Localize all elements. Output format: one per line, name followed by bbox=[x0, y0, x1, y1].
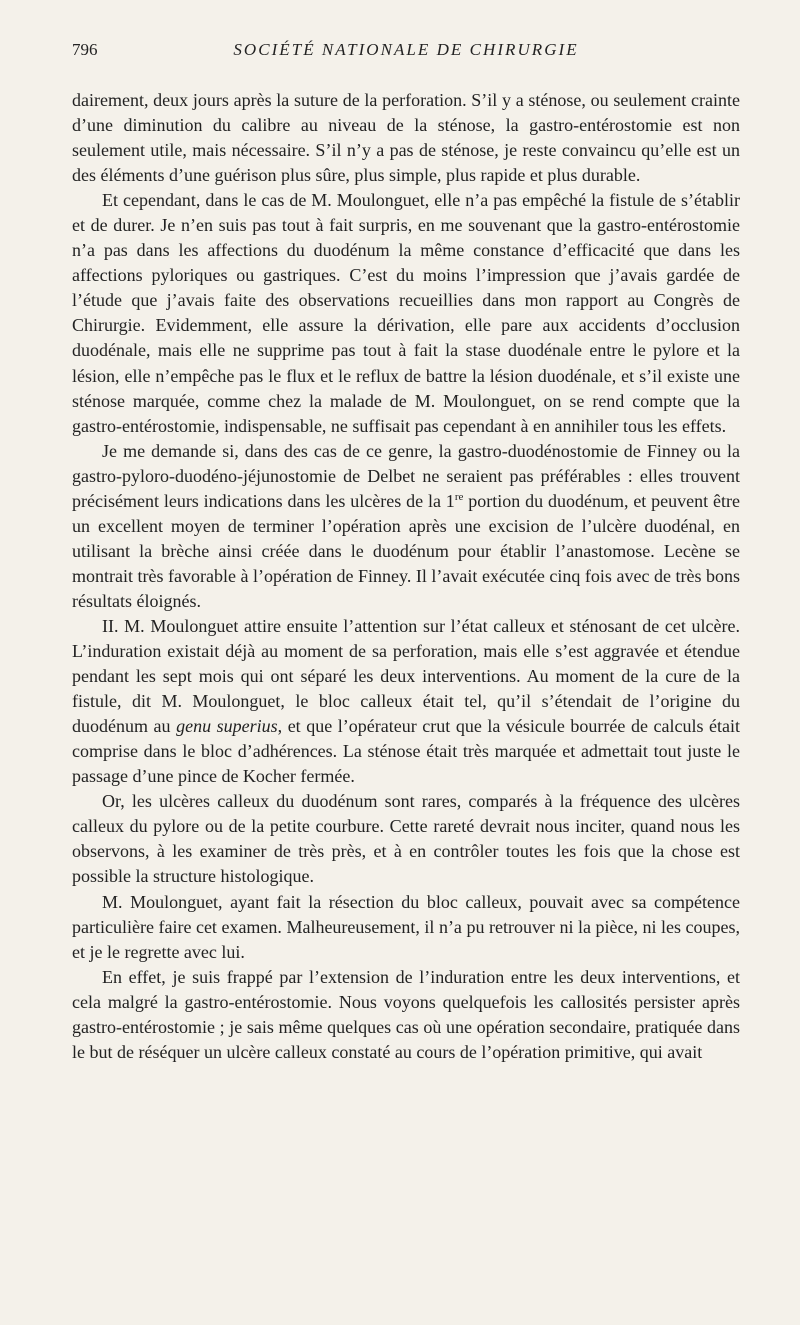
italic-term: genu superius bbox=[176, 716, 278, 737]
paragraph-7: En effet, je suis frappé par l’extension de l’induration entre les deux interventions, et cela malgré la gastro-entérostomie. Nous voyons quelquefois les callosités persister après gastro-entérostomie ; je sais même quelques cas où une opération secondaire, pratiquée dans le but de réséquer un ulcère calleux constaté au cours de l’opération primitive, qui avait bbox=[72, 966, 740, 1062]
paragraph-6: M. Moulonguet, ayant fait la résection du bloc calleux, pouvait avec sa compétence particulière faire cet examen. Malheureusement, il n’a pu retrouver ni la pièce, ni les coupes, et je le regrette avec lui. bbox=[72, 891, 740, 962]
page-number: 796 bbox=[72, 40, 98, 59]
paragraph-3-text-before: Je me demande si, dans des cas de ce genre, la gastro-duodénostomie de Finney ou la gastro-pyloro-duodéno-jéjunostomie de Delbet ne seraient pas préférables : elles trouvent précisément leurs indications dans les ulcères de la 1 bbox=[72, 440, 740, 511]
body-text bbox=[72, 88, 740, 1065]
paragraph-4 bbox=[72, 614, 740, 789]
paragraph-4-text-after: , et que l’opérateur crut que la vésicule bourrée de calculs était comprise dans le bloc d’adhérences. La sténose était très marquée et admettait tout juste le passage d’une pince de Kocher fermée. bbox=[72, 716, 740, 787]
paragraph-5: Or, les ulcères calleux du duodénum sont rares, comparés à la fréquence des ulcères calleux du pylore ou de la petite courbure. Cette rareté devrait nous inciter, quand nous les observons, à les examiner de très près, et à en contrôler toutes les fois que la chose est possible la structure histologique. bbox=[72, 791, 740, 887]
running-head bbox=[72, 40, 740, 70]
paragraph-2: Et cependant, dans le cas de M. Moulonguet, elle n’a pas empêché la fistule de s’établir et de durer. Je n’en suis pas tout à fait surpris, en me souvenant que la gastro-entérostomie n’a pas dans les affections du duodénum la même constance d’efficacité que dans les affections pyloriques ou gastriques. C’est du moins l’impression que j’avais gardée de l’étude que j’avais faite des observations recueillies dans mon rapport au Congrès de Chirurgie. Evidemment, elle assure la dérivation, elle pare aux accidents d’occlusion duodénale, mais elle ne supprime pas tout à fait la stase duodénale entre le pylore et la lésion, elle n’empêche pas le flux et le reflux de battre la lésion duodénale, et s’il existe une sténose marquée, comme chez la malade de M. Moulonguet, on se rend compte que la gastro-entérostomie, indispensable, ne suffisait pas cependant à en annihiler tous les effets. bbox=[72, 190, 740, 436]
journal-title: SOCIÉTÉ NATIONALE DE CHIRURGIE bbox=[233, 40, 579, 59]
paragraph-1: dairement, deux jours après la suture de la perforation. S’il y a sténose, ou seulement crainte d’une diminution du calibre au niveau de la sténose, la gastro-entérostomie est non seulement utile, mais nécessaire. S’il n’y a pas de sténose, je reste convaincu qu’elle est un des éléments d’une guérison plus sûre, plus simple, plus rapide et plus durable. bbox=[72, 90, 740, 186]
paragraph-3 bbox=[72, 439, 740, 614]
paragraph-4-text-before: II. M. Moulonguet attire ensuite l’attention sur l’état calleux et sténosant de cet ulcère. L’induration existait déjà au moment de sa perforation, mais elle s’est aggravée et étendue pendant les sept mois qui ont séparé les deux interventions. Au moment de la cure de la fistule, dit M. Moulonguet, le bloc calleux était tel, qu’il s’étendait de l’origine du duodénum au bbox=[72, 615, 740, 737]
ordinal-superscript: re bbox=[454, 490, 464, 503]
paragraph-3-text-after: portion du duodénum, et peuvent être un excellent moyen de terminer l’opération après une excision de l’ulcère duodénal, en utilisant la brèche ainsi créée dans le duodénum pour établir l’anastomose. Lecène se montrait très favorable à l’opération de Finney. Il l’avait exécutée cinq fois avec de très bons résultats éloignés. bbox=[72, 490, 740, 611]
